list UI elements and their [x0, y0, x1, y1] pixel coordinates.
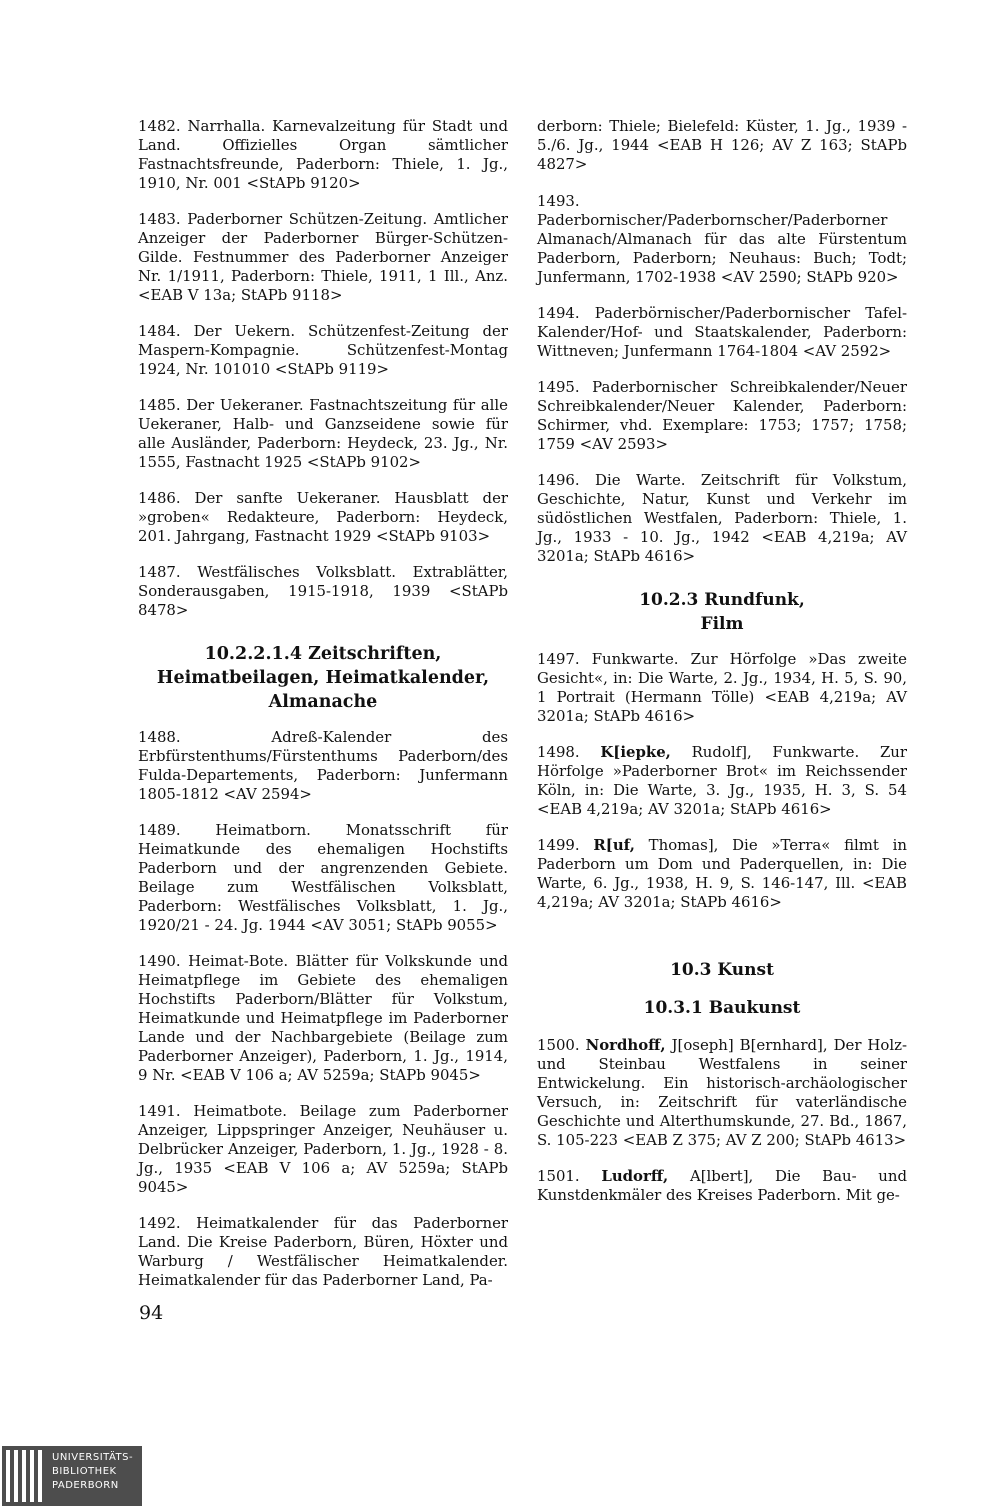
entry-1492: 1492. Heimatkalender für das Paderborner Land. Die Kreise Paderborn, Büren, Höxter und Warburg / Westfälischer Heimatkalender. Heimatkalender für das Paderborner Land, Pa- [138, 1214, 508, 1289]
entry-1497: 1497. Funkwarte. Zur Hörfolge »Das zweite Gesicht«, in: Die Warte, 2. Jg., 1934, H. 5, S. 90, 1 Portrait (Hermann Tölle) <EAB 4,219a; AV 3201a; StAPb 4616> [537, 650, 907, 725]
entry-author: Ludorff, [601, 1167, 669, 1185]
section-heading-baukunst: 10.3.1 Baukunst [643, 998, 801, 1018]
entry-1498 [537, 743, 907, 819]
logo-line-3: PADERBORN [52, 1480, 119, 1491]
logo-line-1: UNIVERSITÄTS- [52, 1452, 134, 1463]
right-column [537, 117, 907, 1222]
entry-1485: 1485. Der Uekeraner. Fastnachtszeitung für alle Uekeraner, Halb- und Ganzseidene sowie für alle Ausländer, Paderborn: Heydeck, 23. Jg., Nr. 1555, Fastnacht 1925 <StAPb 9102> [138, 396, 508, 471]
page-footer [0, 1442, 1000, 1510]
entry-1499 [537, 836, 907, 912]
entry-1483: 1483. Paderborner Schützen-Zeitung. Amtlicher Anzeiger der Paderborner Bürger-Schützen-Gilde. Festnummer des Paderborner Anzeiger Nr. 1/1911, Paderborn: Thiele, 1911, 1 Ill., Anz. <EAB V 13a; StAPb 9118> [138, 210, 508, 304]
library-logo [2, 1446, 142, 1506]
entry-number: 1498. [537, 743, 580, 761]
entry-1484: 1484. Der Uekern. Schützenfest-Zeitung der Maspern-Kompagnie. Schützenfest-Montag 1924, Nr. 101010 <StAPb 9119> [138, 322, 508, 378]
entry-1489: 1489. Heimatborn. Monatsschrift für Heimatkunde des ehemaligen Hochstifts Paderborn und der angrenzenden Gebiete. Beilage zum Westfälischen Volksblatt, Paderborn: Westfälisches Volksblatt, 1. Jg., 1920/21 - 24. Jg. 1944 <AV 3051; StAPb 9055> [138, 821, 508, 934]
page-number: 94 [139, 1302, 164, 1324]
entry-1492-continuation: derborn: Thiele; Bielefeld: Küster, 1. Jg., 1939 - 5./6. Jg., 1944 <EAB H 126; AV Z 163; StAPb 4827> [537, 117, 907, 173]
entry-number: 1499. [537, 836, 580, 854]
entry-1496: 1496. Die Warte. Zeitschrift für Volkstum, Geschichte, Natur, Kunst und Verkehr im südöstlichen Westfalen, Paderborn: Thiele, 1. Jg., 1933 - 10. Jg., 1942 <EAB 4,219a; AV 3201a; StAPb 4616> [537, 471, 907, 565]
entry-1482: 1482. Narrhalla. Karnevalzeitung für Stadt und Land. Offizielles Organ sämtlicher Fastnachtsfreunde, Paderborn: Thiele, 1. Jg., 1910, Nr. 001 <StAPb 9120> [138, 117, 508, 192]
entry-1494: 1494. Paderbörnischer/Paderbornischer Tafel-Kalender/Hof- und Staatskalender, Paderborn: Wittneven; Junfermann 1764-1804 <AV 2592> [537, 304, 907, 360]
entry-text: Rudolf], Funkwarte. Zur Hörfolge »Paderborner Brot« im Reichssender Köln, in: Die Warte, 3. Jg., 1935, H. 3, S. 54 <EAB 4,219a; AV 3201a; StAPb 4616> [537, 743, 907, 818]
entry-author: Nordhoff, [585, 1036, 666, 1054]
entry-1493: 1493. Paderbornischer/Paderbornscher/Paderborner Almanach/Almanach für das alte Fürstentum Paderborn, Paderborn; Neuhaus: Buch; Todt; Junfermann, 1702-1938 <AV 2590; StAPb 920> [537, 192, 907, 286]
entry-1486: 1486. Der sanfte Uekeraner. Hausblatt der »groben« Redakteure, Paderborn: Heydeck, 201. Jahrgang, Fastnacht 1929 <StAPb 9103> [138, 489, 508, 545]
entry-1488: 1488. Adreß-Kalender des Erbfürstenthums/Fürstenthums Paderborn/des Fulda-Departements, Paderborn: Junfermann 1805-1812 <AV 2594> [138, 728, 508, 803]
entry-number: 1500. [537, 1036, 580, 1054]
entry-number: 1501. [537, 1167, 580, 1185]
entry-author: K[iepke, [600, 743, 671, 761]
section-heading-kunst: 10.3 Kunst [670, 960, 774, 980]
entry-1495: 1495. Paderbornischer Schreibkalender/Neuer Schreibkalender/Neuer Kalender, Paderborn: Schirmer, vhd. Exemplare: 1753; 1757; 1758; 1759 <AV 2593> [537, 378, 907, 453]
logo-bars-icon [6, 1450, 46, 1506]
entry-text: A[lbert], Die Bau- und Kunstdenkmäler des Kreises Paderborn. Mit ge- [537, 1167, 908, 1204]
entry-text: Thomas], Die »Terra« filmt in Paderborn um Dom und Paderquellen, in: Die Warte, 6. Jg., 1938, H. 9, S. 146-147, Ill. <EAB 4,219a; AV 3201a; StAPb 4616> [537, 836, 907, 911]
entry-1491: 1491. Heimatbote. Beilage zum Paderborner Anzeiger, Lippspringer Anzeiger, Neuhäuser u. Delbrücker Anzeiger, Paderborn, 1. Jg., 1928 - 8. Jg., 1935 <EAB V 106 a; AV 5259a; StAPb 9045> [138, 1102, 508, 1196]
entry-1501 [537, 1167, 907, 1205]
section-heading-zeitschriften: 10.2.2.1.4 Zeitschriften, Heimatbeilagen, Heimatkalender, Almanache [156, 644, 490, 712]
entry-1490: 1490. Heimat-Bote. Blätter für Volkskunde und Heimatpflege im Gebiete des ehemaligen Hochstifts Paderborn/Blätter für Volkstum, Heimatkunde und Heimatpflege im Paderborner Lande und der Nachbargebiete (Beilage zum Paderborner Anzeiger), Paderborn, 1. Jg., 1914, 9 Nr. <EAB V 106 a; AV 5259a; StAPb 9045> [138, 952, 508, 1084]
entry-1500 [537, 1036, 907, 1150]
entry-1487: 1487. Westfälisches Volksblatt. Extrablätter, Sonderausgaben, 1915-1918, 1939 <StAPb 8478> [138, 563, 508, 619]
entry-author: R[uf, [593, 836, 635, 854]
entry-text: J[oseph] B[ernhard], Der Holz- und Steinbau Westfalens in seiner Entwickelung. Ein historisch-archäologischer Versuch, in: Zeitschrift für vaterländische Geschichte und Alterthumskunde, 27. Bd., 1867, S. 105-223 <EAB Z 375; AV Z 200; StAPb 4613> [537, 1036, 907, 1149]
left-column [138, 117, 508, 1307]
section-heading-rundfunk: 10.2.3 Rundfunk, Film [639, 590, 805, 634]
logo-text [52, 1451, 133, 1493]
logo-line-2: BIBLIOTHEK [52, 1466, 117, 1477]
